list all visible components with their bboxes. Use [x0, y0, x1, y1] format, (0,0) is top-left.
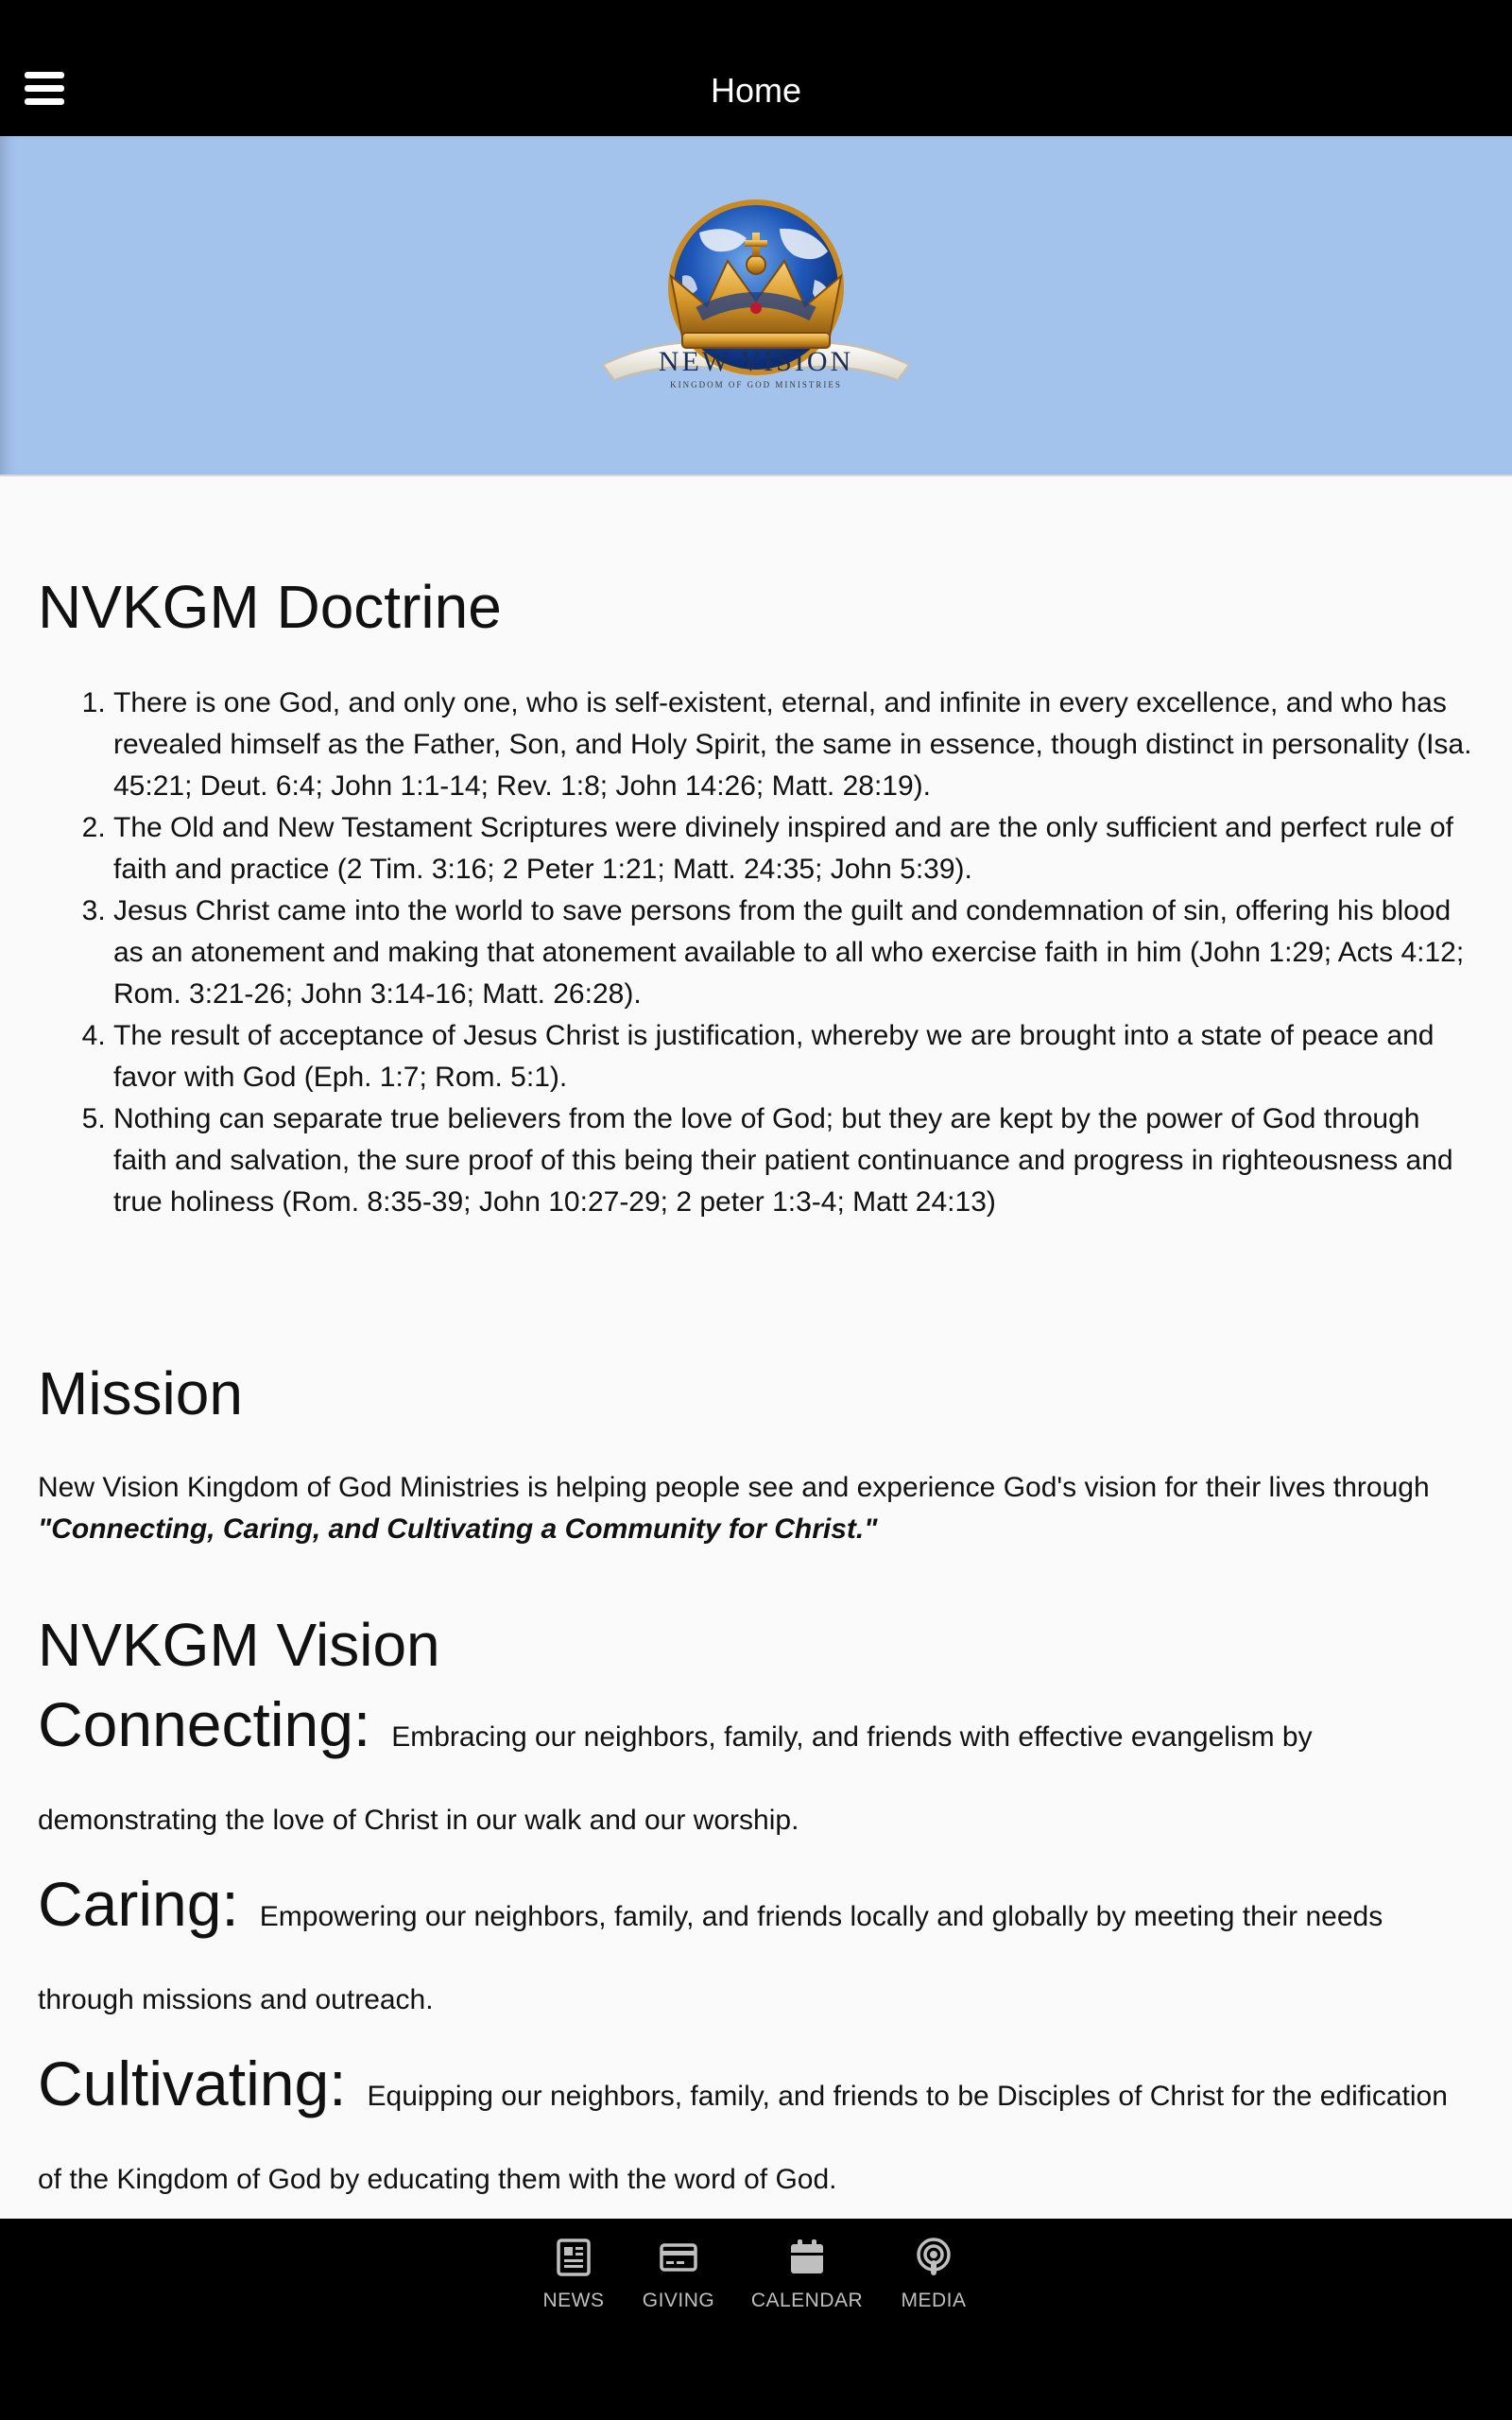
- top-app-bar: [0, 0, 1512, 136]
- vision-text: Empowering our neighbors, family, and friends locally and globally by meeting their needs through missions and outreach.: [38, 1901, 1383, 2015]
- ministry-logo: [595, 195, 917, 412]
- doctrine-list: [38, 683, 1474, 1223]
- header-banner: [0, 136, 1512, 476]
- news-icon: [555, 2238, 593, 2277]
- nav-item-media[interactable]: [894, 2238, 973, 2313]
- mission-text: New Vision Kingdom of God Ministries is helping people see and experience God's vision for their lives through: [38, 1472, 1430, 1503]
- podcast-icon: [915, 2238, 953, 2277]
- main-content: [38, 529, 1474, 2221]
- bottom-navigation: [0, 2219, 1512, 2420]
- vision-item-connecting: [38, 1683, 1474, 1862]
- doctrine-item: 2. The Old and New Testament Scriptures were divinely inspired and are the only sufficient and perfect rule of faith and practice (2 Tim. 3:16; 2 Peter 1:21; Matt. 24:35; John 5:39).: [113, 807, 1474, 890]
- doctrine-item: 3. Jesus Christ came into the world to save persons from the guilt and condemnation of sin, offering his blood as an atonement and making that atonement available to all who exercise faith in him (John 1:29; Acts 4:12; Rom. 3:21-26; John 3:14-16; Matt. 26:28).: [113, 890, 1474, 1015]
- nav-label: CALENDAR: [750, 2290, 864, 2311]
- doctrine-item: 1. There is one God, and only one, who is self-existent, eternal, and infinite in every excellence, and who has revealed himself as the Father, Son, and Holy Spirit, the same in essence, though distinct in personality (Isa. 45:21; Deut. 6:4; John 1:1-14; Rev. 1:8; John 14:26; Matt. 28:19).: [113, 683, 1474, 807]
- nav-item-news[interactable]: [541, 2238, 607, 2313]
- calendar-icon: [788, 2238, 826, 2277]
- vision-item-cultivating: [38, 2042, 1474, 2221]
- credit-card-icon: [660, 2238, 697, 2277]
- vision-text: Equipping our neighbors, family, and friends to be Disciples of Christ for the edification of the Kingdom of God by educating them with the word of God.: [38, 2081, 1448, 2195]
- page-title: Home: [710, 71, 802, 110]
- mission-paragraph: [38, 1467, 1474, 1550]
- vision-term: Connecting:: [38, 1689, 371, 1759]
- vision-term: Cultivating:: [38, 2048, 347, 2118]
- mission-motto: "Connecting, Caring, and Cultivating a Community for Christ.": [38, 1513, 878, 1545]
- doctrine-heading: NVKGM Doctrine: [38, 573, 502, 641]
- vision-item-caring: [38, 1862, 1474, 2042]
- logo-subtitle-text: KINGDOM OF GOD MINISTRIES: [670, 380, 842, 389]
- logo-title-text: NEW VISION: [658, 346, 854, 377]
- nav-item-calendar[interactable]: [748, 2238, 866, 2313]
- doctrine-item: 4. The result of acceptance of Jesus Christ is justification, whereby we are brought into a state of peace and favor with God (Eph. 1:7; Rom. 5:1).: [113, 1015, 1474, 1098]
- nav-label: GIVING: [642, 2290, 715, 2311]
- mission-heading: Mission: [38, 1359, 243, 1427]
- doctrine-item: 5. Nothing can separate true believers from the love of God; but they are kept by the power of God through faith and salvation, the sure proof of this being their patient continuance and progress in righteousness and true holiness (Rom. 8:35-39; John 10:27-29; 2 peter 1:3-4; Matt 24:13): [113, 1098, 1474, 1223]
- vision-heading: NVKGM Vision: [38, 1611, 440, 1679]
- vision-text: Embracing our neighbors, family, and friends with effective evangelism by demonstrating the love of Christ in our walk and our worship.: [38, 1721, 1313, 1836]
- nav-label: NEWS: [542, 2290, 605, 2311]
- vision-term: Caring:: [38, 1869, 239, 1939]
- nav-label: MEDIA: [901, 2290, 967, 2311]
- nav-item-giving[interactable]: [639, 2238, 718, 2313]
